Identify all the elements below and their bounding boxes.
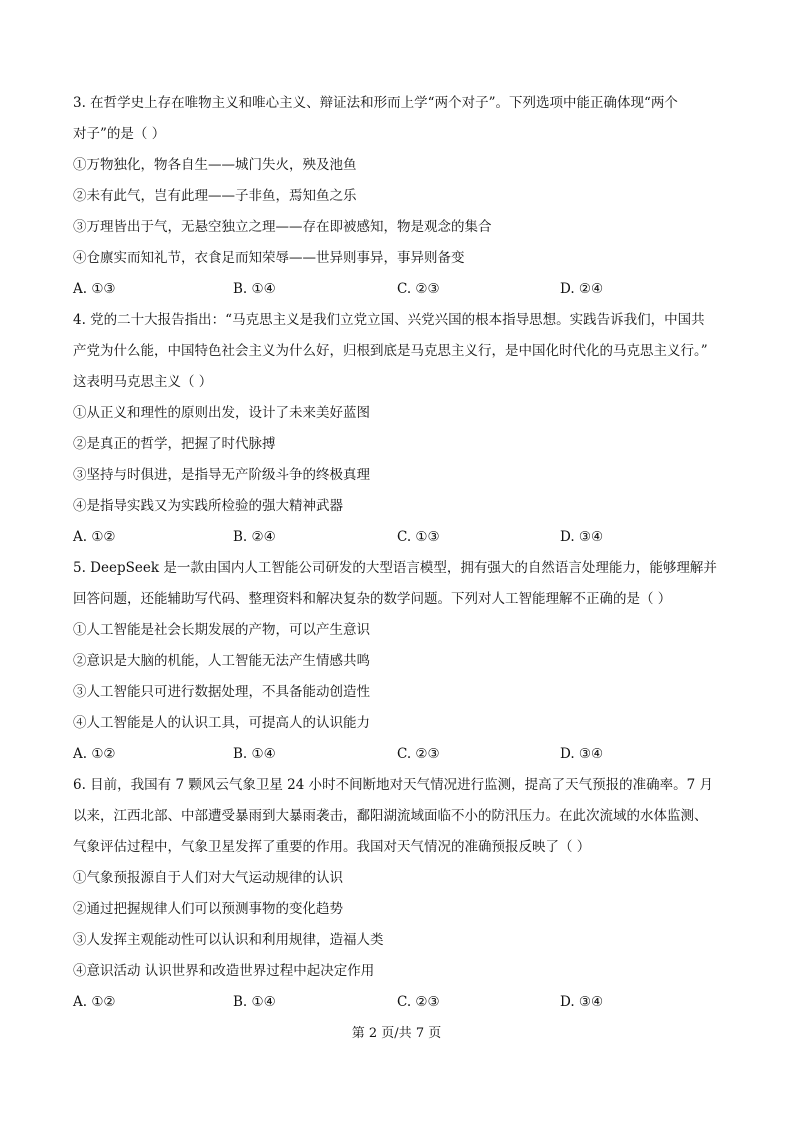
option-a: A. ①② bbox=[73, 746, 116, 762]
option-b: B. ①④ bbox=[233, 281, 276, 297]
option-b: B. ①④ bbox=[233, 746, 276, 762]
option-d: D. ③④ bbox=[560, 746, 604, 762]
question-5 bbox=[73, 558, 725, 764]
question-stem-line: 这表明马克思主义（ ） bbox=[73, 374, 213, 390]
statement: ④是指导实践又为实践所检验的强大精神武器 bbox=[73, 498, 343, 514]
question-stem-line: 气象评估过程中，气象卫星发挥了重要的作用。我国对天气情况的准确预报反映了（ ） bbox=[73, 839, 591, 855]
question-list bbox=[73, 93, 725, 1023]
question-stem-line: 对子”的是（ ） bbox=[73, 126, 166, 142]
option-d: D. ③④ bbox=[560, 529, 604, 545]
statement: ①万物独化，物各自生——城门失火，殃及池鱼 bbox=[73, 157, 357, 173]
answer-options bbox=[73, 279, 725, 299]
statement: ③万理皆出于气，无悬空独立之理——存在即被感知，物是观念的集合 bbox=[73, 219, 492, 235]
option-c: C. ②③ bbox=[397, 281, 440, 297]
option-a: A. ①② bbox=[73, 529, 116, 545]
statement: ②未有此气，岂有此理——子非鱼，焉知鱼之乐 bbox=[73, 188, 357, 204]
statement: ④仓廪实而知礼节，衣食足而知荣辱——世异则事异，事异则备变 bbox=[73, 250, 465, 266]
question-stem-line: 回答问题，还能辅助写代码、整理资料和解决复杂的数学问题。下列对人工智能理解不正确的是（ ） bbox=[73, 591, 672, 607]
option-b: B. ②④ bbox=[233, 529, 276, 545]
option-b: B. ①④ bbox=[233, 994, 276, 1010]
question-stem-line: 6. 目前，我国有 7 颗风云气象卫星 24 小时不间断地对天气情况进行监测，提高了天气预报的准确率。7 月 bbox=[73, 777, 713, 793]
question-6 bbox=[73, 775, 725, 1012]
question-stem-line: 产党为什么能，中国特色社会主义为什么好，归根到底是马克思主义行，是中国化时代化的马克思主义行。” bbox=[73, 343, 708, 359]
question-3 bbox=[73, 93, 725, 299]
statement: ②是真正的哲学，把握了时代脉搏 bbox=[73, 436, 276, 452]
statement: ①气象预报源自于人们对大气运动规律的认识 bbox=[73, 870, 343, 886]
statement: ①从正义和理性的原则出发，设计了未来美好蓝图 bbox=[73, 405, 370, 421]
question-4 bbox=[73, 310, 725, 547]
question-stem-line: 4. 党的二十大报告指出：“马克思主义是我们立党立国、兴党兴国的根本指导思想。实践告诉我们，中国共 bbox=[73, 312, 705, 328]
option-a: A. ①② bbox=[73, 994, 116, 1010]
question-stem-line: 以来，江西北部、中部遭受暴雨到大暴雨袭击，鄱阳湖流域面临不小的防汛压力。在此次流域的水体监测、 bbox=[73, 808, 708, 824]
statement: ③人发挥主观能动性可以认识和利用规律，造福人类 bbox=[73, 932, 384, 948]
question-stem-line: 3. 在哲学史上存在唯物主义和唯心主义、辩证法和形而上学“两个对子”。下列选项中能正确体现“两个 bbox=[73, 95, 678, 111]
question-stem-line: 5. DeepSeek 是一款由国内人工智能公司研发的大型语言模型，拥有强大的自然语言处理能力，能够理解并 bbox=[73, 560, 717, 576]
statement: ③坚持与时俱进，是指导无产阶级斗争的终极真理 bbox=[73, 467, 370, 483]
option-c: C. ①③ bbox=[397, 529, 440, 545]
answer-options bbox=[73, 744, 725, 764]
statement: ③人工智能只可进行数据处理，不具备能动创造性 bbox=[73, 684, 370, 700]
option-d: D. ③④ bbox=[560, 994, 604, 1010]
answer-options bbox=[73, 992, 725, 1012]
statement: ④人工智能是人的认识工具，可提高人的认识能力 bbox=[73, 715, 370, 731]
page-number: 第 2 页/共 7 页 bbox=[351, 1026, 442, 1041]
answer-options bbox=[73, 527, 725, 547]
statement: ②通过把握规律人们可以预测事物的变化趋势 bbox=[73, 901, 343, 917]
statement: ①人工智能是社会长期发展的产物，可以产生意识 bbox=[73, 622, 370, 638]
statement: ④意识活动 认识世界和改造世界过程中起决定作用 bbox=[73, 963, 375, 979]
option-c: C. ②③ bbox=[397, 994, 440, 1010]
option-a: A. ①③ bbox=[73, 281, 116, 297]
statement: ②意识是大脑的机能，人工智能无法产生情感共鸣 bbox=[73, 653, 370, 669]
option-d: D. ②④ bbox=[560, 281, 604, 297]
option-c: C. ②③ bbox=[397, 746, 440, 762]
